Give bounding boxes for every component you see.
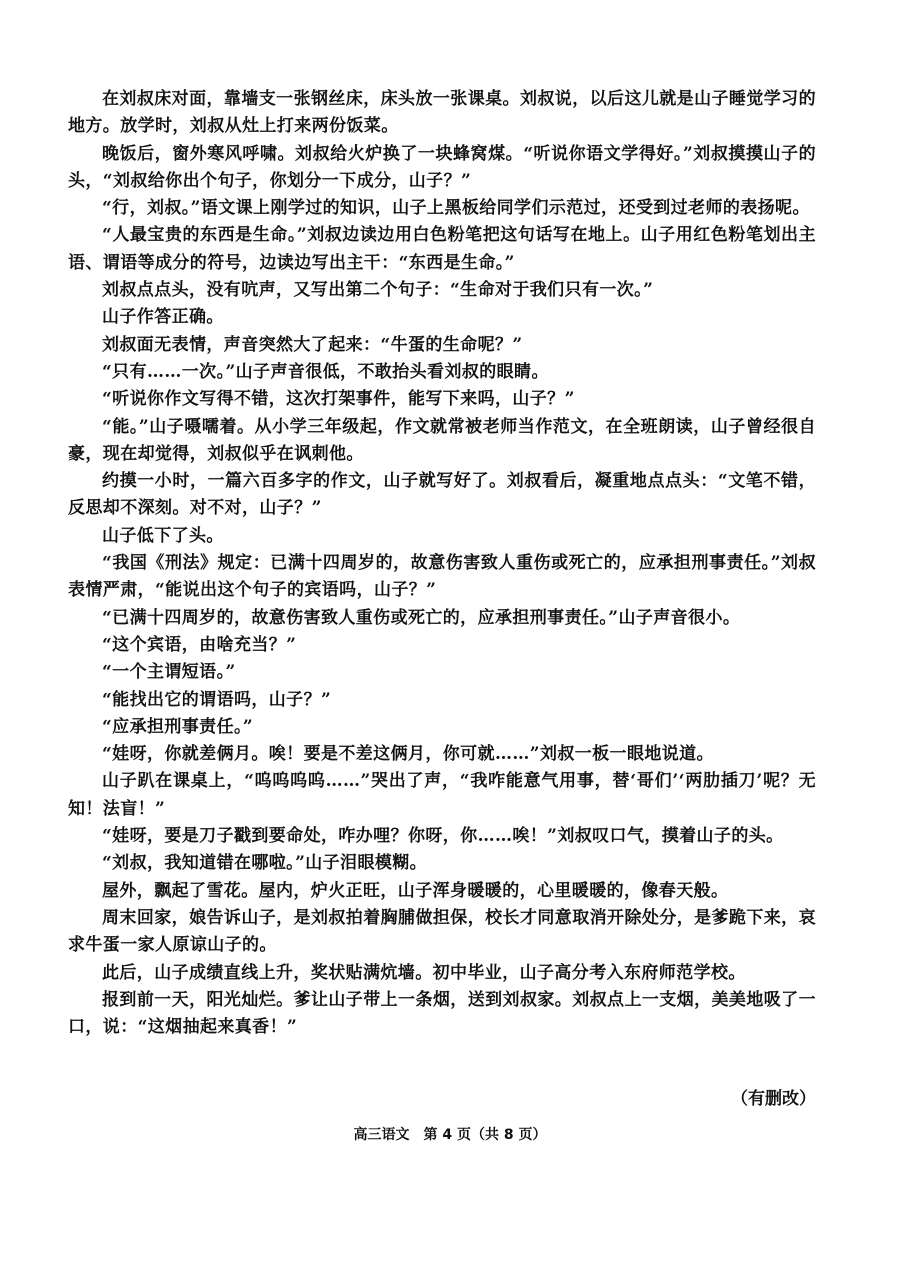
page-footer: 高三语文 第 4 页（共 8 页） [353,1127,547,1143]
paragraph: “人最宝贵的东西是生命。”刘叔边读边用白色粉笔把这句话写在地上。山子用红色粉笔划出主语、谓语等成分的符号，边读边写出主干：“东西是生命。” [68,225,816,273]
paragraph: “应承担刑事责任。” [102,716,254,737]
paragraph: 在刘叔床对面，靠墙支一张钢丝床，床头放一张课桌。刘叔说，以后这儿就是山子睡觉学习的地方。放学时，刘叔从灶上打来两份饭菜。 [68,89,816,137]
paragraph: “已满十四周岁的，故意伤害致人重伤或死亡的，应承担刑事责任。”山子声音很小。 [102,607,741,628]
paragraph: 约摸一小时，一篇六百多字的作文，山子就写好了。刘叔看后，凝重地点点头：“文笔不错，反思却不深刻。对不对，山子？” [68,471,816,519]
paragraph: 报到前一天，阳光灿烂。爹让山子带上一条烟，送到刘叔家。刘叔点上一支烟，美美地吸了一口，说：“这烟抽起来真香！” [68,989,816,1038]
article-body [68,86,816,1041]
paragraph: “刘叔，我知道错在哪啦。”山子泪眼模糊。 [102,853,428,874]
paragraph: “这个宾语，由啥充当？” [102,634,297,655]
paragraph: “娃呀，你就差俩月。唉！要是不差这俩月，你可就……”刘叔一板一眼地说道。 [102,744,714,765]
paragraph: “我国《刑法》规定：已满十四周岁的，故意伤害致人重伤或死亡的，应承担刑事责任。”刘叔表情严肃，“能说出这个句子的宾语吗，山子？” [68,553,816,601]
paragraph: “一个主谓短语。” [102,662,236,683]
paragraph: “娃呀，要是刀子戳到要命处，咋办哩？你呀，你……唉！”刘叔叹口气，摸着山子的头。 [102,826,784,847]
paragraph: 刘叔面无表情，声音突然大了起来：“牛蛋的生命呢？” [102,334,523,355]
paragraph: 山子低下了头。 [102,525,224,546]
paragraph: “行，刘叔。”语文课上刚学过的知识，山子上黑板给同学们示范过，还受到过老师的表扬呢。 [102,198,810,219]
paragraph: 晚饭后，窗外寒风呼啸。刘叔给火炉换了一块蜂窝煤。“听说你语文学得好。”刘叔摸摸山子的头，“刘叔给你出个句子，你划分一下成分，山子？” [68,143,816,191]
edit-note: （有删改） [731,1089,816,1109]
paragraph: “能。”山子嗫嚅着。从小学三年级起，作文就常被老师当作范文，在全班朗读，山子曾经很自豪，现在却觉得，刘叔似乎在讽刺他。 [68,416,816,464]
paragraph: 山子作答正确。 [102,307,224,328]
paragraph: “只有……一次。”山子声音很低，不敢抬头看刘叔的眼睛。 [102,361,549,382]
paragraph: “能找出它的谓语吗，山子？” [102,689,332,710]
paragraph: “听说你作文写得不错，这次打架事件，能写下来吗，山子？” [102,389,575,410]
paragraph: 此后，山子成绩直线上升，奖状贴满炕墙。初中毕业，山子高分考入东府师范学校。 [102,962,746,983]
paragraph: 山子趴在课桌上，“呜呜呜呜……”哭出了声，“我咋能意气用事，替‘哥们’‘两肋插刀’呢？无知！法盲！” [68,771,816,819]
paragraph: 刘叔点点头，没有吭声，又写出第二个句子：“生命对于我们只有一次。” [102,280,654,301]
paragraph: 屋外，飘起了雪花。屋内，炉火正旺，山子浑身暖暖的，心里暖暖的，像春天般。 [102,880,729,901]
paragraph: 周末回家，娘告诉山子，是刘叔拍着胸脯做担保，校长才同意取消开除处分，是爹跪下来，哀求牛蛋一家人原谅山子的。 [68,907,816,956]
